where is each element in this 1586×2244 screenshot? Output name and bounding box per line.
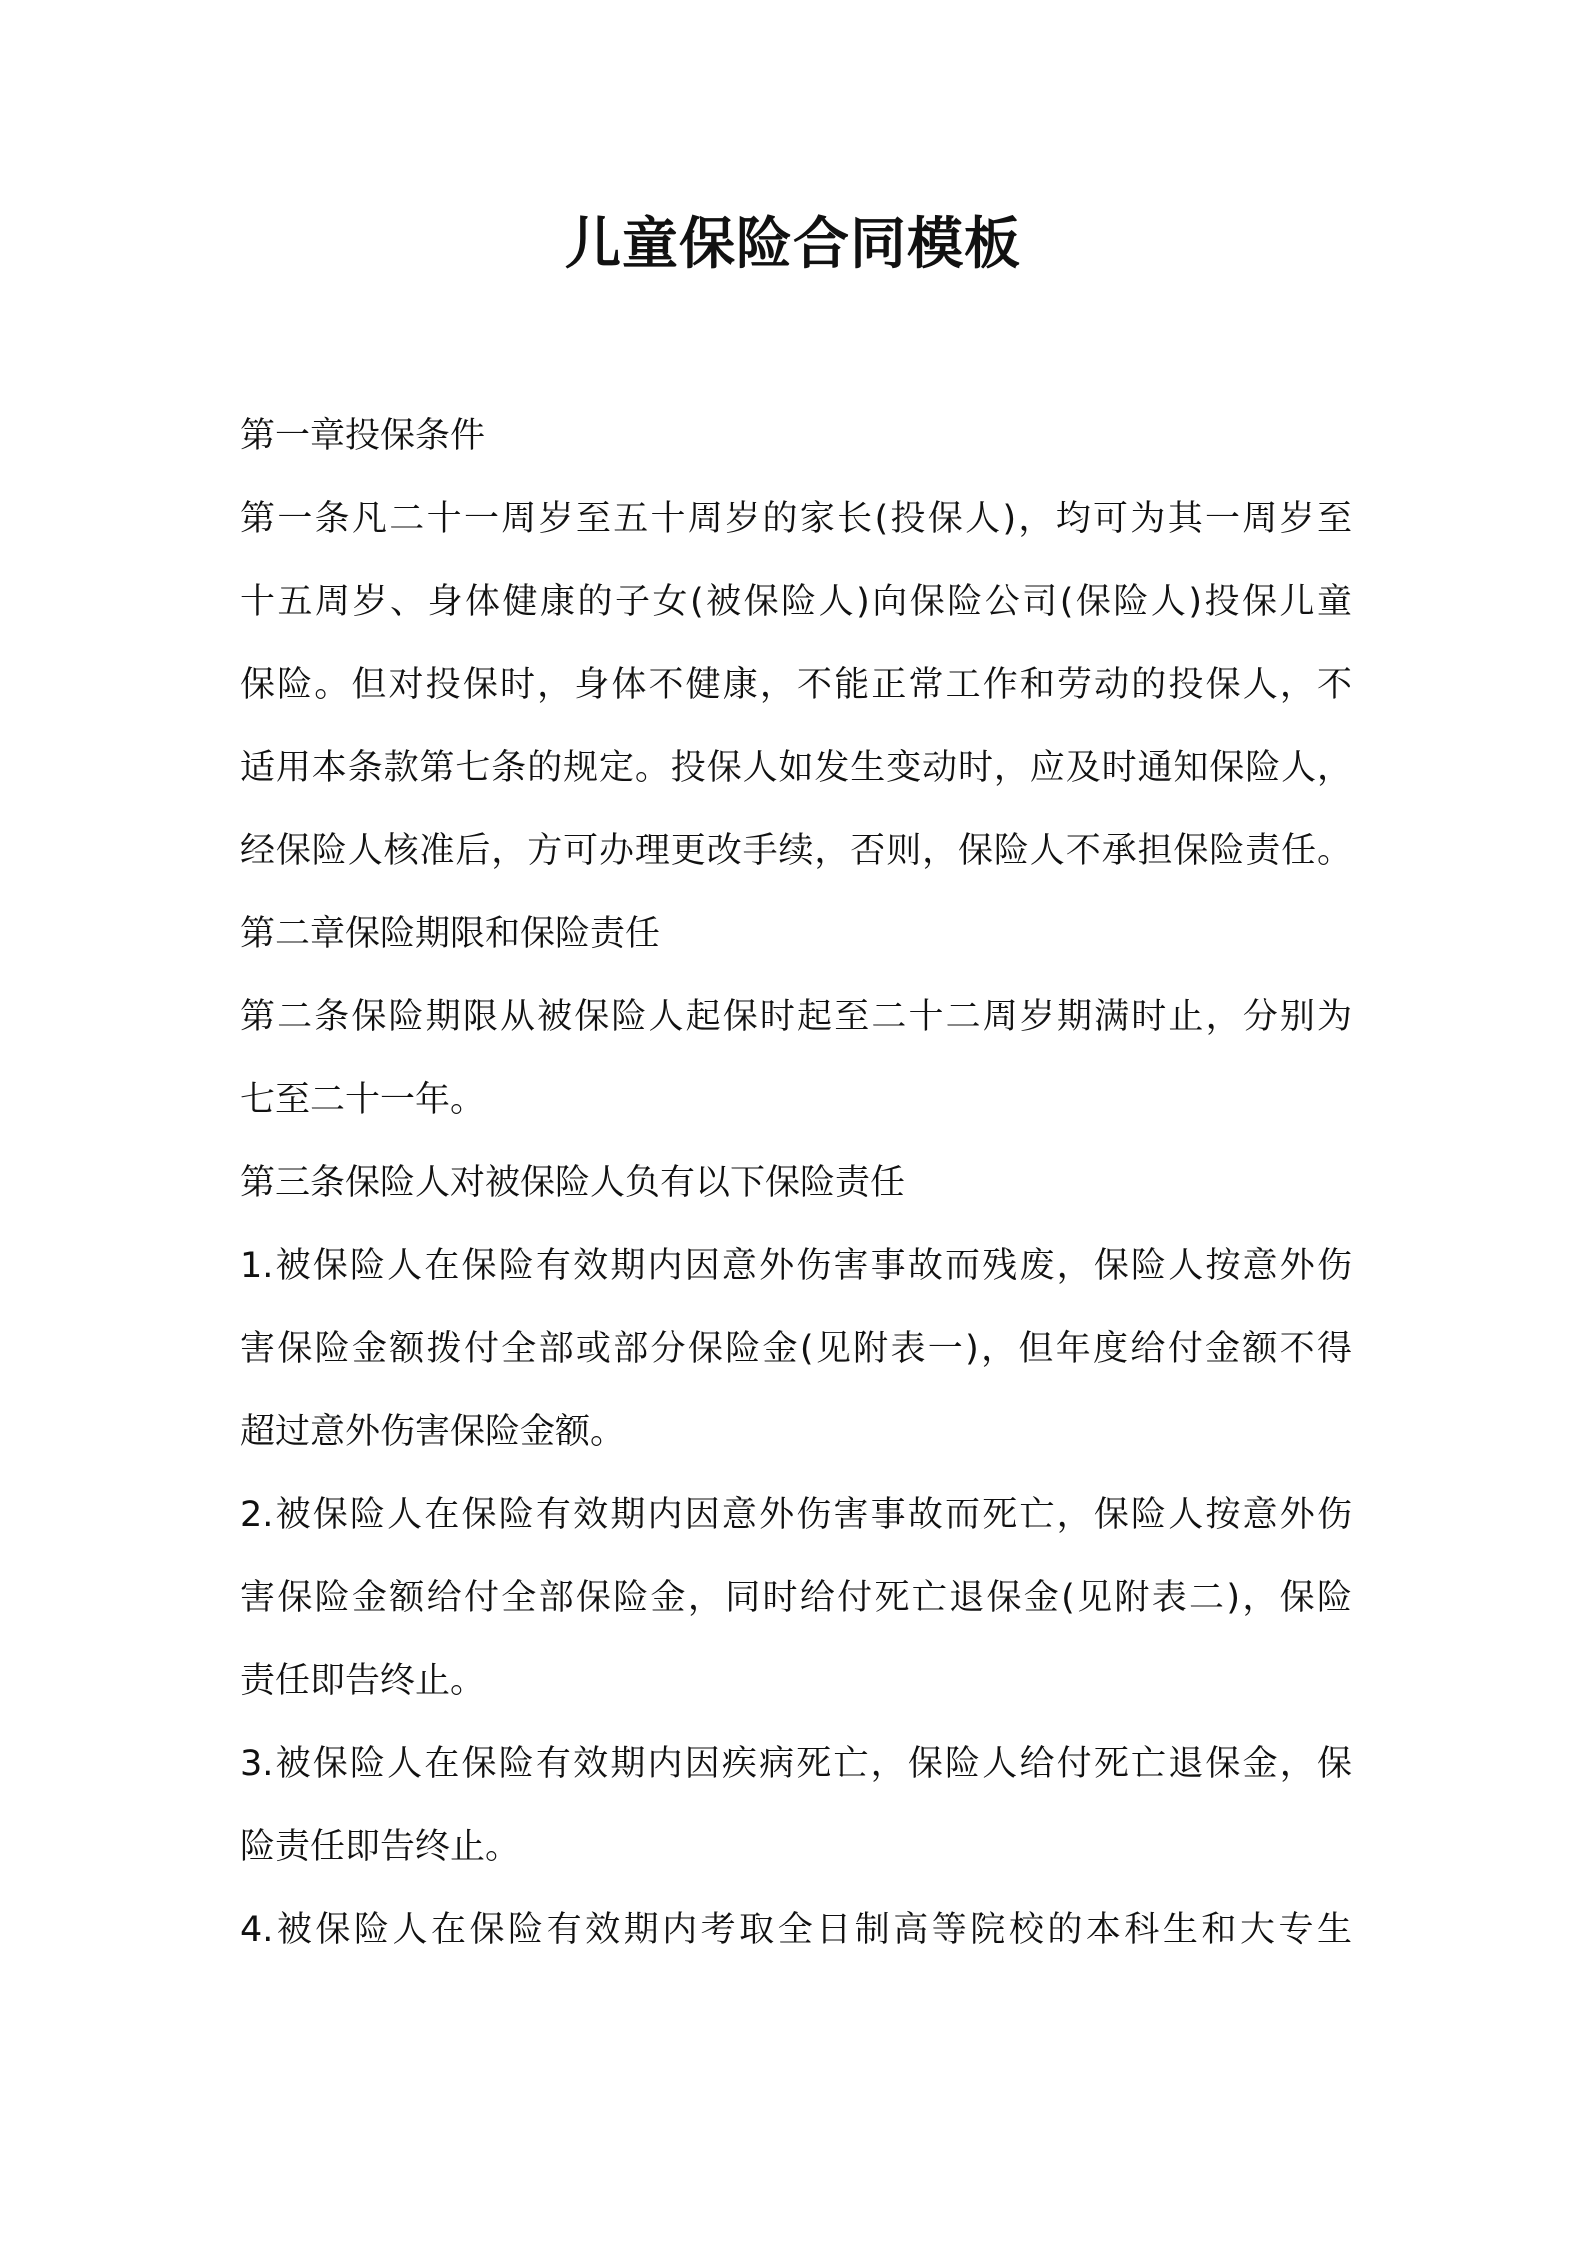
paragraph-line: 经保险人核准后，方可办理更改手续，否则，保险人不承担保险责任。 [240, 831, 1352, 871]
chapter-heading-1: 第一章投保条件 [240, 416, 486, 456]
list-item-line: 3.被保险人在保险有效期内因疾病死亡，保险人给付死亡退保金，保 [240, 1744, 1352, 1784]
document-title: 儿童保险合同模板 [565, 212, 1021, 277]
paragraph-line: 适用本条款第七条的规定。投保人如发生变动时，应及时通知保险人， [240, 748, 1352, 788]
list-item-line: 险责任即告终止。 [240, 1827, 521, 1867]
list-item-line: 害保险金额拨付全部或部分保险金(见附表一)，但年度给付金额不得 [240, 1329, 1352, 1369]
paragraph-line: 第一条凡二十一周岁至五十周岁的家长(投保人)，均可为其一周岁至 [240, 499, 1352, 539]
paragraph-line: 七至二十一年。 [240, 1080, 486, 1120]
list-item-line: 超过意外伤害保险金额。 [240, 1412, 626, 1452]
list-item-line: 责任即告终止。 [240, 1661, 486, 1701]
paragraph-line: 第二条保险期限从被保险人起保时起至二十二周岁期满时止，分别为 [240, 997, 1352, 1037]
paragraph-line: 十五周岁、身体健康的子女(被保险人)向保险公司(保险人)投保儿童 [240, 582, 1352, 622]
list-item-line: 2.被保险人在保险有效期内因意外伤害事故而死亡，保险人按意外伤 [240, 1495, 1352, 1535]
list-item-line: 1.被保险人在保险有效期内因意外伤害事故而残废，保险人按意外伤 [240, 1246, 1352, 1286]
chapter-heading-2: 第二章保险期限和保险责任 [240, 914, 661, 954]
article-heading: 第三条保险人对被保险人负有以下保险责任 [240, 1163, 906, 1203]
list-item-line: 4.被保险人在保险有效期内考取全日制高等院校的本科生和大专生 [240, 1910, 1352, 1950]
paragraph-line: 保险。但对投保时，身体不健康，不能正常工作和劳动的投保人，不 [240, 665, 1352, 705]
list-item-line: 害保险金额给付全部保险金，同时给付死亡退保金(见附表二)，保险 [240, 1578, 1352, 1618]
document-body [240, 395, 1352, 1972]
